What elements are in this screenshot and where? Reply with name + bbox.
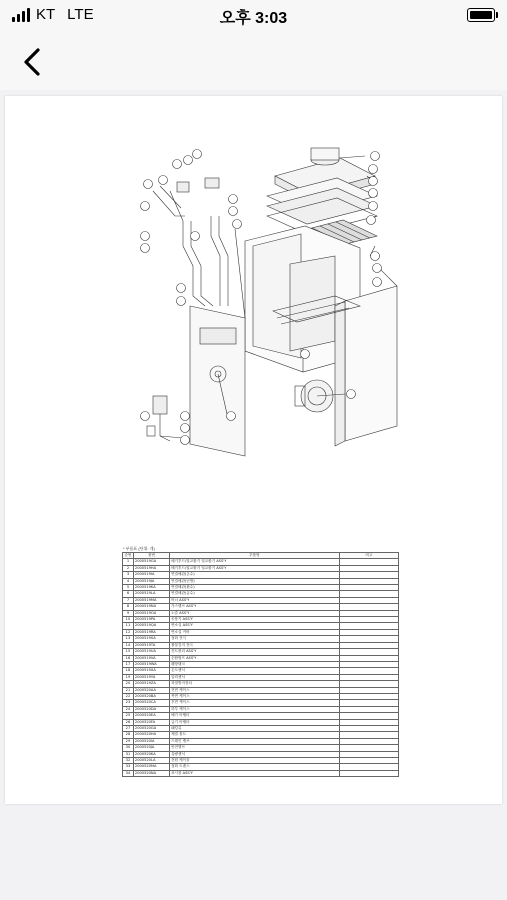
table-cell: 28 (123, 732, 134, 738)
table-cell: 유량센서 (170, 751, 340, 757)
table-cell: 2000520BA (133, 693, 169, 699)
table-cell: 13 (123, 636, 134, 642)
parts-table-body (123, 559, 399, 777)
table-cell: 송풍기 ASS'Y (170, 617, 340, 623)
table-cell: 2000519VA (133, 655, 169, 661)
table-cell: 17 (123, 661, 134, 667)
table-cell: 온도센서 (170, 668, 340, 674)
table-cell: 2000519TA (133, 642, 169, 648)
table-cell: 2000520CA (133, 700, 169, 706)
table-cell: 하부 케이스 (170, 706, 340, 712)
table-cell: 10 (123, 617, 134, 623)
table-header: 순번 (124, 553, 132, 557)
table-cell: 22 (123, 693, 134, 699)
table-cell: 2 (123, 565, 134, 571)
table-cell: 2000519ZA (133, 681, 169, 687)
table-cell: 과열방지장치 (170, 681, 340, 687)
table-cell: 2000519HA (133, 565, 169, 571)
table-cell: 2000519NA (133, 604, 169, 610)
table-cell: 2000519JA (133, 578, 169, 584)
table-cell: 전원 케이블 (170, 758, 340, 764)
table-cell: 급기 어댑터 (170, 719, 340, 725)
table-cell: 2000519PA (133, 617, 169, 623)
table-cell: 버너 ASS'Y (170, 597, 340, 603)
table-cell: 2000520JA (133, 745, 169, 751)
table-cell: 불꽃감지 전극 (170, 642, 340, 648)
table-cell: 2000520IA (133, 738, 169, 744)
table-cell: 2000519RA (133, 629, 169, 635)
back-button[interactable] (16, 42, 52, 82)
table-cell: 노즐 ASS'Y (170, 610, 340, 616)
table-cell: 2000519WA (133, 661, 169, 667)
table-cell: 연소실 커버 (170, 629, 340, 635)
table-cell: 2000519OA (133, 610, 169, 616)
table-cell: 연소실 ASS'Y (170, 623, 340, 629)
table-cell: 15 (123, 649, 134, 655)
table-cell: 20 (123, 681, 134, 687)
table-cell: 연결배관(환수) (170, 585, 340, 591)
table-cell: 측면 케이스 (170, 693, 340, 699)
table-cell: 18 (123, 668, 134, 674)
network-label: LTE (67, 6, 94, 23)
table-cell: 21 (123, 687, 134, 693)
table-cell: 32 (123, 758, 134, 764)
carrier-label: KT (36, 6, 56, 23)
table-cell: 23 (123, 700, 134, 706)
table-cell: 31 (123, 751, 134, 757)
table-cell: 2000520GA (133, 725, 169, 731)
table-cell: 5 (123, 585, 134, 591)
table-cell: 압력센서 (170, 674, 340, 680)
table-cell: 패킹류 (170, 725, 340, 731)
table-cell: 연결배관(난방) (170, 578, 340, 584)
table-cell: 19 (123, 674, 134, 680)
table-cell: 24 (123, 706, 134, 712)
table-header: 비고 (339, 553, 398, 559)
table-cell: 연결배관(온수) (170, 572, 340, 578)
table-cell: 6 (123, 591, 134, 597)
table-cell: 12 (123, 629, 134, 635)
table-cell: 가스밸브 ASS'Y (170, 604, 340, 610)
status-bar (0, 0, 507, 34)
exploded-parts-diagram (5, 96, 502, 546)
table-cell (339, 770, 398, 776)
table-cell: 7 (123, 597, 134, 603)
battery-icon (467, 8, 495, 22)
table-cell: 4 (123, 578, 134, 584)
table-cell: 2000519LA (133, 591, 169, 597)
table-cell: 8 (123, 604, 134, 610)
table-cell: 표시창 ASS'Y (170, 770, 340, 776)
table-cell: 2000520KA (133, 751, 169, 757)
table-cell: 배기 어댑터 (170, 713, 340, 719)
table-cell: 배기후드/열교환기 열교환기 ASS'Y (170, 565, 340, 571)
table-cell: 2000519SA (133, 636, 169, 642)
status-time: 오후 3:03 (219, 10, 288, 27)
table-cell: 29 (123, 738, 134, 744)
table-cell: 33 (123, 764, 134, 770)
table-cell: 2000520NA (133, 770, 169, 776)
table-cell: 전면 케이스 (170, 687, 340, 693)
table-cell: 2000520EA (133, 713, 169, 719)
table-cell: 팽창탱크 (170, 661, 340, 667)
table-cell: 25 (123, 713, 134, 719)
table-cell: 14 (123, 642, 134, 648)
table-cell: 후면 케이스 (170, 700, 340, 706)
table-cell: 배기후드/열교환기 열교환기 ASS'Y (170, 559, 340, 565)
table-cell: 26 (123, 719, 134, 725)
table-cell: 2000519QA (133, 623, 169, 629)
table-cell: 2000520HA (133, 732, 169, 738)
table-header: 품번 (133, 553, 169, 559)
table-cell: 점화 트랜스 (170, 764, 340, 770)
table-cell: 2000519MA (133, 597, 169, 603)
table-cell: 2000520DA (133, 706, 169, 712)
nav-bar (0, 34, 507, 90)
table-cell: 2000519UA (133, 649, 169, 655)
table-cell: 순환펌프 ASS'Y (170, 655, 340, 661)
table-cell: 2000520MA (133, 764, 169, 770)
table-header: 부품명 (170, 553, 340, 559)
table-cell: 11 (123, 623, 134, 629)
table-cell: 2000519KA (133, 585, 169, 591)
table-cell: 30 (123, 745, 134, 751)
table-cell: 컨트롤러 ASS'Y (170, 649, 340, 655)
table-cell: 1 (123, 559, 134, 565)
table-cell: 연결배관(급수) (170, 591, 340, 597)
table-cell: 2000520AA (133, 687, 169, 693)
table-cell: 3 (123, 572, 134, 578)
table-cell: 2000519IA (133, 572, 169, 578)
table-cell: 안전밸브 (170, 745, 340, 751)
table-cell: 16 (123, 655, 134, 661)
table-cell: 2000519XA (133, 668, 169, 674)
table-cell: 2000520FA (133, 719, 169, 725)
table-cell: 체결 볼트 (170, 732, 340, 738)
table-cell: 2000519YA (133, 674, 169, 680)
table-cell: 드레인 밸브 (170, 738, 340, 744)
table-row (123, 770, 399, 776)
table-cell: 34 (123, 770, 134, 776)
table-cell: 2000519GA (133, 559, 169, 565)
table-cell: 점화 전극 (170, 636, 340, 642)
document-page[interactable] (5, 96, 502, 804)
table-cell: 2000520LA (133, 758, 169, 764)
chevron-left-icon (16, 42, 52, 82)
table-caption: * 부품표 (단위: 개) (123, 546, 155, 551)
table-cell: 9 (123, 610, 134, 616)
table-cell: 27 (123, 725, 134, 731)
parts-table (122, 552, 399, 777)
